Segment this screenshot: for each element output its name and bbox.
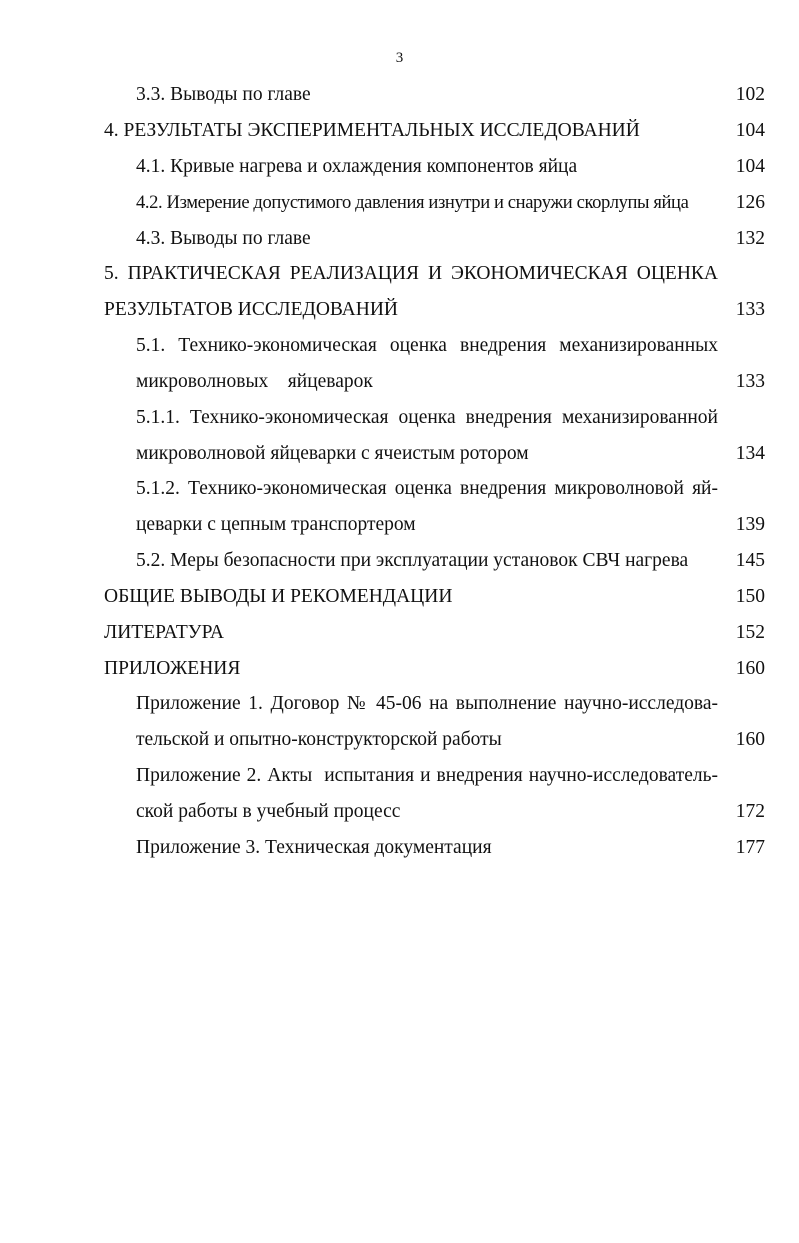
toc-entry-title-line-2: микроволновых яйцеварок (136, 371, 373, 392)
toc-entry-page: 133 (735, 371, 765, 392)
toc-entry-title-line-2: ской работы в учебный процесс (136, 801, 401, 822)
toc-entry-title: 5.2. Меры безопасности при эксплуатации установок СВЧ нагрева (136, 550, 689, 571)
toc-entry-page: 172 (735, 801, 765, 822)
toc-entry-title: 4.1. Кривые нагрева и охлаждения компонентов яйца (136, 156, 578, 177)
toc-entry-title: Приложение 3. Техническая документация (136, 837, 492, 858)
toc-entry-page: 133 (735, 299, 765, 320)
toc-entry-title-line-2: РЕЗУЛЬТАТОВ ИССЛЕДОВАНИЙ (104, 299, 399, 320)
toc-entry-page: 126 (735, 192, 765, 213)
page-number: 3 (395, 50, 404, 66)
toc-entry-page: 139 (735, 514, 765, 535)
toc-entry-title-line-1: Приложение 2. Акты испытания и внедрения научно-исследователь- (136, 765, 718, 786)
toc-entry-title-line-1: 5.1.2. Технико-экономическая оценка внедрения микроволновой яй- (136, 478, 718, 499)
toc-entry-page: 177 (735, 837, 765, 858)
toc-entry-title: ОБЩИЕ ВЫВОДЫ И РЕКОМЕНДАЦИИ (104, 586, 453, 607)
toc-entry-title: 4.2. Измерение допустимого давления изнутри и снаружи скорлупы яйца (136, 192, 689, 213)
toc-entry-page: 145 (735, 550, 765, 571)
toc-entry-title-line-1: 5.1.1. Технико-экономическая оценка внедрения механизированной (136, 407, 718, 428)
toc-entry-page: 150 (735, 586, 765, 607)
toc-entry-title-line-2: цеварки с цепным транспортером (136, 514, 416, 535)
toc-entry-title-line-2: тельской и опытно-конструкторской работы (136, 729, 502, 750)
toc-entry-page: 104 (735, 120, 765, 141)
toc-entry-title-line-1: 5.1. Технико-экономическая оценка внедрения механизированных (136, 335, 718, 356)
toc-entry-page: 132 (735, 228, 765, 249)
toc-entry-page: 102 (735, 84, 765, 105)
toc-entry-title: ПРИЛОЖЕНИЯ (104, 658, 241, 679)
toc-entry-title-line-1: 5. ПРАКТИЧЕСКАЯ РЕАЛИЗАЦИЯ И ЭКОНОМИЧЕСКАЯ ОЦЕНКА (104, 263, 718, 284)
toc-entry-title-line-1: Приложение 1. Договор № 45-06 на выполнение научно-исследова- (136, 693, 718, 714)
toc-entry-title: 4.3. Выводы по главе (136, 228, 311, 249)
toc-entry-title: 4. РЕЗУЛЬТАТЫ ЭКСПЕРИМЕНТАЛЬНЫХ ИССЛЕДОВАНИЙ (104, 120, 640, 141)
toc-entry-page: 104 (735, 156, 765, 177)
toc-entry-title: 3.3. Выводы по главе (136, 84, 311, 105)
toc-entry-title-line-2: микроволновой яйцеварки с ячеистым ротором (136, 443, 529, 464)
toc-entry-page: 134 (735, 443, 765, 464)
toc-entry-page: 152 (735, 622, 765, 643)
toc-entry-title: ЛИТЕРАТУРА (104, 622, 224, 643)
toc-entry-page: 160 (735, 658, 765, 679)
toc-entry-page: 160 (735, 729, 765, 750)
